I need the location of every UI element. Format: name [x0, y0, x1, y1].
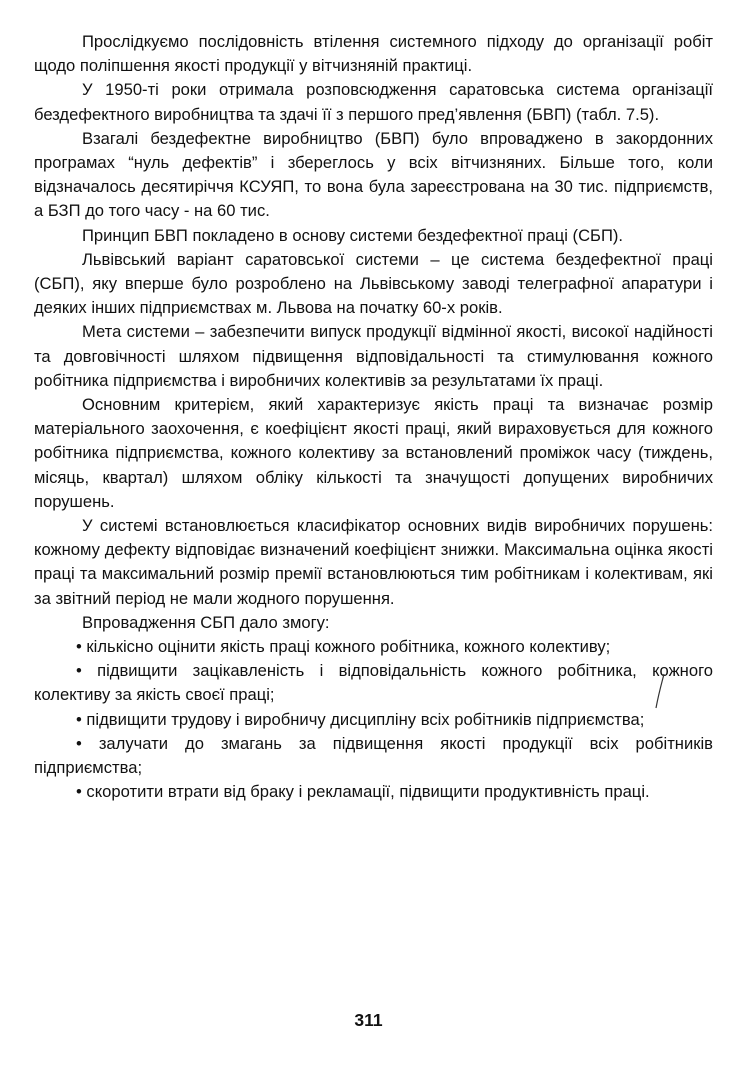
paragraph: Мета системи – забезпечити випуск продукції відмінної якості, високої надійності та довговічності шляхом підвищення відповідальності та стимулювання кожного робітника підприємства і виробничих колективів за результатами їх праці.	[34, 322, 713, 390]
paragraph: Взагалі бездефектне виробництво (БВП) було впроваджено в закордонних програмах “нуль дефектів” і збереглось у всіх вітчизняних. Більше того, коли відзначалось десятиріччя КСУЯП, то вона була зареєстрована на 30 тис. підприємств, а БЗП до того часу - на 60 тис.	[34, 128, 713, 221]
paragraph: Принцип БВП покладено в основу системи бездефектної праці (СБП).	[82, 225, 624, 245]
page-number: 311	[354, 1010, 383, 1030]
pen-mark	[650, 672, 670, 712]
bullet-item: • кількісно оцінити якість праці кожного робітника, кожного колективу;	[76, 637, 611, 657]
paragraph: Львівський варіант саратовської системи – це система бездефектної праці (СБП), яку вперше було розроблено на Львівському заводі телеграфної апаратури і деяких інших підприємствах м. Львова на початку 60-х років.	[34, 249, 713, 318]
body-text	[34, 30, 713, 805]
bullet-item: • підвищити зацікавленість і відповідальність кожного робітника, кожного колективу за якість своєї праці;	[34, 661, 713, 705]
bullet-item: • скоротити втрати від браку і рекламації, підвищити продуктивність праці.	[76, 782, 650, 802]
bullet-item: • залучати до змагань за підвищення якості продукції всіх робітників підприємства;	[34, 733, 713, 778]
paragraph: У системі встановлюється класифікатор основних видів виробничих порушень: кожному дефекту відповідає визначений коефіцієнт знижки. Максимальна оцінка якості праці та максимальний розмір премії встановлюються тим робітникам і колективам, які за звітний період не мали жодного порушення.	[34, 516, 713, 608]
paragraph: У 1950-ті роки отримала розповсюдження саратовська система організації бездефектного виробництва та здачі її з першого пред’явлення (БВП) (табл. 7.5).	[34, 80, 713, 124]
paragraph: Прослідкуємо послідовність втілення системного підходу до організації робіт щодо поліпшення якості продукції у вітчизняній практиці.	[34, 32, 713, 76]
bullet-item: • підвищити трудову і виробничу дисципліну всіх робітників підприємства;	[76, 709, 645, 729]
paragraph: Основним критерієм, який характеризує якість праці та визначає розмір матеріального заохочення, є коефіцієнт якості праці, який вираховується для кожного робітника підприємства, кожного колективу за встановлений проміжок часу (тиждень, місяць, квартал) шляхом обліку кількості та значущості допущених виробничих порушень.	[34, 395, 713, 511]
paragraph: Впровадження СБП дало змогу:	[82, 612, 330, 632]
